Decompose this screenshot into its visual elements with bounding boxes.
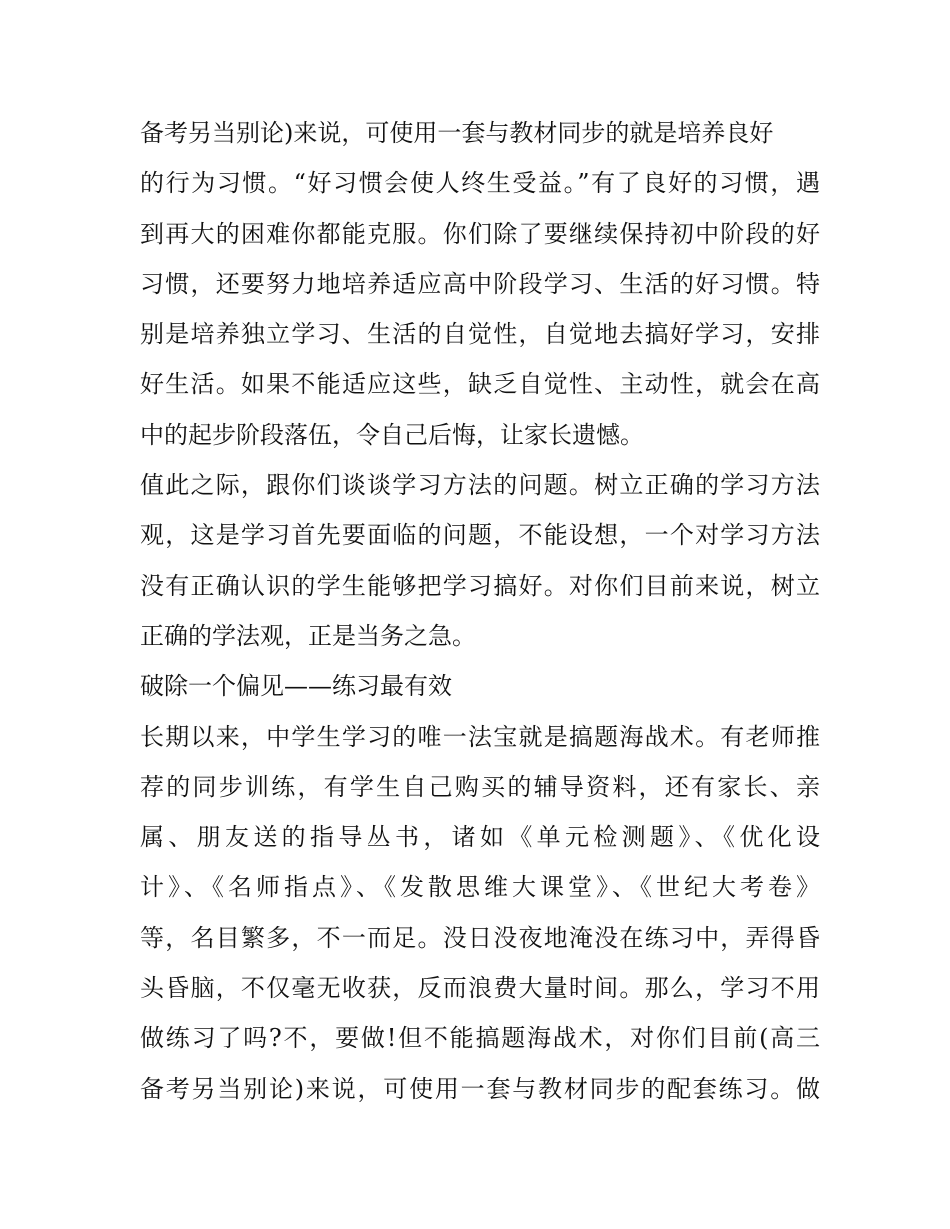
- text-line: 别是培养独立学习、生活的自觉性，自觉地去搞好学习，安排: [140, 320, 820, 349]
- text-line: 观，这是学习首先要面临的问题，不能设想，一个对学习方法: [140, 521, 820, 550]
- text-line: 正确的学法观，正是当务之急。: [140, 621, 476, 650]
- text-line: 长期以来，中学生学习的唯一法宝就是搞题海战术。有老师推: [140, 722, 820, 751]
- text-line: 中的起步阶段落伍，令自己后悔，让家长遗憾。: [140, 420, 644, 449]
- text-line: 计》、《名师指点》、《发散思维大课堂》、《世纪大考卷》: [140, 873, 820, 902]
- text-line: 等，名目繁多，不一而足。没日没夜地淹没在练习中，弄得昏: [140, 923, 820, 952]
- text-line: 属、朋友送的指导丛书，诸如《单元检测题》、《优化设: [140, 823, 820, 852]
- text-line: 备考另当别论)来说，可使用一套与教材同步的就是培养良好: [140, 119, 774, 147]
- text-line: 的行为习惯。“好习惯会使人终生受益。”有了良好的习惯，遇: [140, 169, 820, 198]
- text-line: 没有正确认识的学生能够把学习搞好。对你们目前来说，树立: [140, 571, 820, 600]
- text-line: 荐的同步训练，有学生自己购买的辅导资料，还有家长、亲: [140, 772, 820, 801]
- text-line: 到再大的困难你都能克服。你们除了要继续保持初中阶段的好: [140, 219, 820, 248]
- text-line: 习惯，还要努力地培养适应高中阶段学习、生活的好习惯。特: [140, 269, 820, 298]
- text-line: 值此之际，跟你们谈谈学习方法的问题。树立正确的学习方法: [140, 471, 820, 500]
- body-text: [140, 108, 820, 1114]
- text-line: 好生活。如果不能适应这些，缺乏自觉性、主动性，就会在高: [140, 370, 820, 399]
- text-line: 备考另当别论)来说，可使用一套与教材同步的配套练习。做: [140, 1074, 820, 1103]
- section-heading: 破除一个偏见——练习最有效: [140, 672, 452, 701]
- text-line: 做练习了吗?不，要做!但不能搞题海战术，对你们目前(高三: [140, 1024, 820, 1053]
- text-line: 头昏脑，不仅毫无收获，反而浪费大量时间。那么，学习不用: [140, 974, 820, 1003]
